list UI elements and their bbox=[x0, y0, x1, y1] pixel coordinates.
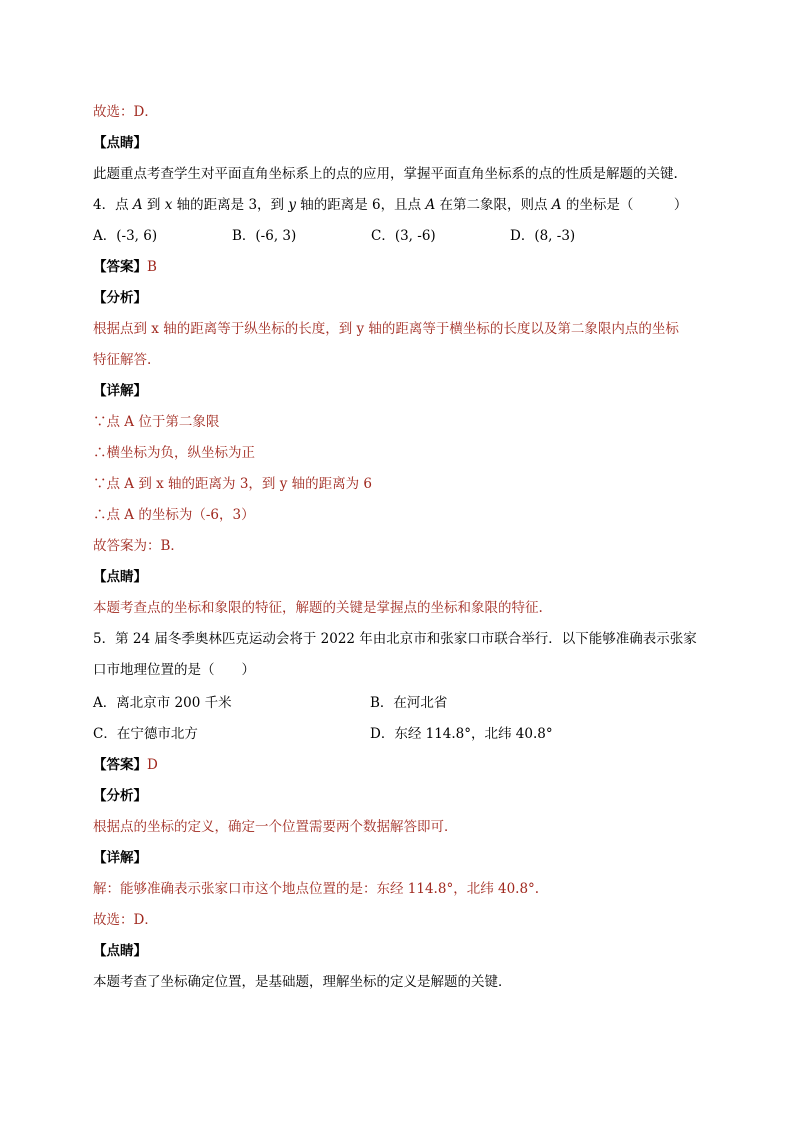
q4-analysis-line-2: 特征解答. bbox=[93, 352, 152, 368]
q4-stem: 4．点 A 到 x 轴的距离是 3，到 y 轴的距离是 6，且点 A 在第二象限，则点 A 的坐标是（ ） bbox=[93, 197, 688, 213]
q4-option-c: C．(3, -6) bbox=[371, 228, 436, 244]
q5-comment-tag: 【点睛】 bbox=[93, 943, 147, 959]
q4-detail-line-3: ∵点 A 到 x 轴的距离为 3，到 y 轴的距离为 6 bbox=[93, 476, 372, 492]
q4-detail-line-1: ∵点 A 位于第二象限 bbox=[93, 414, 220, 430]
q5-analysis-tag: 【分析】 bbox=[93, 788, 147, 804]
q4-answer: 【答案】B bbox=[93, 259, 157, 275]
q4-option-a: A．(-3, 6) bbox=[93, 228, 158, 244]
q4-conclusion: 故答案为：B． bbox=[93, 538, 184, 554]
q5-stem-line-1: 5．第 24 届冬季奥林匹克运动会将于 2022 年由北京市和张家口市联合举行．以下能够准确表示张家 bbox=[93, 631, 697, 647]
q5-conclusion: 故选：D． bbox=[93, 912, 158, 928]
q5-detail-text: 解：能够准确表示张家口市这个地点位置的是：东经 114.8°，北纬 40.8°. bbox=[93, 881, 540, 897]
q4-detail-line-4: ∴点 A 的坐标为（-6，3） bbox=[93, 507, 255, 523]
q4-comment-text: 本题考查点的坐标和象限的特征，解题的关键是掌握点的坐标和象限的特征. bbox=[93, 600, 543, 616]
q5-detail-tag: 【详解】 bbox=[93, 850, 147, 866]
q4-option-b: B．(-6, 3) bbox=[232, 228, 297, 244]
q4-comment-tag: 【点睛】 bbox=[93, 569, 147, 585]
q5-stem-line-2: 口市地理位置的是（ ） bbox=[93, 662, 255, 678]
prev-conclusion: 故选：D． bbox=[93, 104, 158, 120]
q5-option-a: A．离北京市 200 千米 bbox=[93, 695, 232, 711]
q5-answer: 【答案】D bbox=[93, 757, 158, 773]
q4-analysis-line-1: 根据点到 x 轴的距离等于纵坐标的长度，到 y 轴的距离等于横坐标的长度以及第二象限内点的坐标 bbox=[93, 321, 679, 337]
q5-comment-text: 本题考查了坐标确定位置，是基础题，理解坐标的定义是解题的关键． bbox=[93, 974, 512, 990]
q4-option-d: D．(8, -3) bbox=[510, 228, 576, 244]
q5-option-c: C．在宁德市北方 bbox=[93, 726, 198, 742]
q5-option-d: D．东经 114.8°，北纬 40.8° bbox=[370, 726, 553, 742]
q4-analysis-tag: 【分析】 bbox=[93, 290, 147, 306]
q4-detail-tag: 【详解】 bbox=[93, 383, 147, 399]
q5-analysis-text: 根据点的坐标的定义，确定一个位置需要两个数据解答即可． bbox=[93, 819, 458, 835]
prev-comment-text: 此题重点考查学生对平面直角坐标系上的点的应用，掌握平面直角坐标系的点的性质是解题的关键. bbox=[93, 166, 678, 182]
q4-detail-line-2: ∴横坐标为负，纵坐标为正 bbox=[93, 445, 255, 461]
prev-comment-tag: 【点睛】 bbox=[93, 135, 147, 151]
q5-option-b: B．在河北省 bbox=[370, 695, 448, 711]
